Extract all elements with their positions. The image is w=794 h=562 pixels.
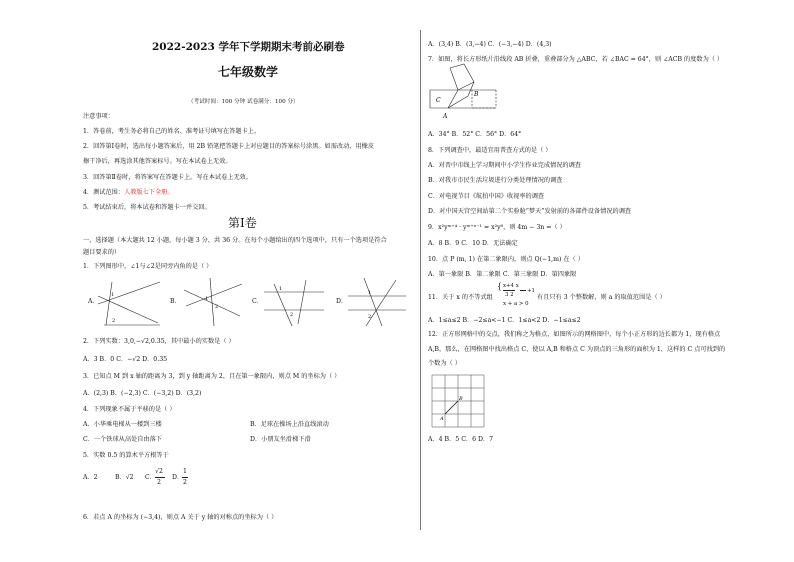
q5-option-b: B．√2 bbox=[115, 474, 134, 481]
q12-point-b: B bbox=[459, 396, 463, 402]
exam-meta: （考试时间：100 分钟 试卷满分：100 分） bbox=[188, 99, 299, 105]
q1-stem: 1．下列图形中，∠1与∠2是同旁内角的是（ ） bbox=[83, 263, 213, 270]
q5-d-denominator: 2 bbox=[183, 479, 187, 486]
q1-figure-d bbox=[346, 276, 410, 328]
q11-brace: { bbox=[497, 282, 503, 291]
q4-option-a: A．小华乘电梯从一楼到三楼 bbox=[83, 421, 162, 428]
q6-options: A．(3,4) B．(3,−4) C．(−3,−4) D．(4,3) bbox=[428, 41, 552, 48]
q12-grid-figure bbox=[430, 373, 486, 429]
q1-label-b: B． bbox=[170, 298, 181, 305]
q5-c-fraction-bar bbox=[155, 477, 165, 478]
q1d-angle-2: 2 bbox=[368, 314, 372, 320]
q4-stem: 4．下列现象不属于平移的是（ ） bbox=[83, 406, 176, 413]
q6-stem: 6．若点 A 的坐标为 (−3,4)，则点 A 关于 y 轴的对称点的坐标为（ ） bbox=[83, 514, 278, 521]
q12-point-a: A bbox=[440, 416, 444, 422]
note-4-prefix: 4．测试范围： bbox=[83, 189, 125, 196]
q9-stem: 9．x²yᵐ⁺⁴ · yᵐ⁺ⁿ⁻¹ = x²y⁶，则 4m − 3n =（ ） bbox=[428, 224, 566, 231]
q5-stem: 5．实数 0.5 的算术平方根等于 bbox=[83, 452, 169, 459]
note-3: 3．回答第Ⅱ卷时，将答案写在答题卡上。写在本试卷上无效。 bbox=[83, 174, 253, 181]
q1-figure-a bbox=[96, 276, 164, 328]
subject-title: 七年级数学 bbox=[218, 65, 279, 79]
notes-heading: 注意事项： bbox=[83, 113, 114, 120]
q1-figure-c bbox=[262, 276, 328, 328]
q2-options: A．3 B．0 C．−√2 D．0.35 bbox=[83, 356, 168, 363]
q8-option-d: D．对中国天宫空间站第二个实验舱“梦天”发射前的各部件设备情况的调查 bbox=[428, 208, 632, 215]
q10-options: A．第一象限 B．第二象限 C．第三象限 D．第四象限 bbox=[428, 271, 577, 278]
q9-options: A．8 B．9 C．10 D．无法确定 bbox=[428, 240, 518, 247]
q7-stem: 7．如图，将长方形纸片沿线段 AB 折叠，重叠部分为 △ABC，若 ∠BAC = 64°，则 ∠ACB 的度数为（ ） bbox=[428, 56, 724, 63]
q8-option-a: A．对晋中市线上学习期间中小学生作业完成情况的调查 bbox=[428, 162, 581, 169]
q4-option-d: D．小朋友坐滑梯下滑 bbox=[250, 436, 311, 443]
q1-label-a: A． bbox=[88, 298, 99, 305]
q10-stem: 10．点 P (m, 1) 在第二象限内，则点 Q(−1,m) 在（ ） bbox=[428, 256, 584, 263]
section-title: 第Ⅰ卷 bbox=[228, 216, 257, 230]
test-scope: 人教版七下全册。 bbox=[124, 189, 174, 196]
q1c-angle-2: 2 bbox=[290, 312, 294, 318]
note-2b: 擦干净后，再选涂其他答案标号。写在本试卷上无效。 bbox=[83, 158, 232, 165]
q5-option-c: C． bbox=[145, 474, 156, 481]
q5-c-numerator: √2 bbox=[155, 468, 163, 475]
q11-options: A．1≤a≤2 B．−2≤a<−1 C．1≤a<2 D．−1≤a≤2 bbox=[428, 317, 581, 324]
q7-options: A．34° B．52° C．56° D．64° bbox=[428, 131, 522, 138]
q12-line-3: 个数为（ ） bbox=[428, 360, 461, 367]
q11-stem-prefix: 11．关于 x 的不等式组 bbox=[428, 294, 493, 301]
q5-option-a: A．2 bbox=[83, 474, 98, 481]
q8-option-b: B．对我市市民生活垃圾进行分类处理情况的调查 bbox=[428, 177, 563, 184]
q1b-angle-2: 2 bbox=[215, 304, 219, 310]
q7-figure bbox=[428, 62, 500, 120]
q8-stem: 8．下列调查中，最适宜用普查方式的是（ ） bbox=[428, 147, 552, 154]
q11-ineq-1-tail: +1 bbox=[527, 288, 535, 294]
note-5: 5．考试结束后，将本试卷和答题卡一并交回。 bbox=[83, 204, 211, 211]
q1b-angle-1: 1 bbox=[205, 296, 209, 302]
q7-point-c: C bbox=[436, 97, 441, 104]
q12-line-1: 12．正方形网格中的交点，我们称之为格点，如图所示的网格图中，每个小正方形的边长都为 1，现有格点 bbox=[428, 331, 721, 338]
q11-ineq-1-bottom: 3 2 bbox=[505, 292, 514, 298]
section-instruction-2: 题目要求的） bbox=[83, 249, 121, 256]
q1-figure-b bbox=[180, 276, 246, 328]
q8-option-c: C．对电视节目《航拍中国》收视率的调查 bbox=[428, 193, 545, 200]
q1c-angle-1: 1 bbox=[279, 286, 283, 292]
q1a-angle-2: 2 bbox=[112, 318, 116, 324]
q4-option-c: C．一个铁球从高处自由落下 bbox=[83, 436, 162, 443]
q5-option-d: D． bbox=[172, 474, 184, 481]
q5-d-numerator: 1 bbox=[183, 468, 187, 475]
q5-d-fraction-bar bbox=[182, 477, 188, 478]
q7-point-b: B bbox=[474, 91, 479, 98]
q3-stem: 3．已知点 M 到 x 轴的距离为 3，到 y 轴距离为 2，且在第一象限内，则点 M 的坐标为（ ） bbox=[83, 373, 341, 380]
q3-options: A．(2,3) B．(−2,3) C．(−3,2) D．(3,2) bbox=[83, 390, 202, 397]
q11-ineq-1-top: x+4 x bbox=[503, 283, 519, 289]
note-4 bbox=[83, 189, 174, 197]
column-divider bbox=[420, 30, 421, 530]
q11-stem-suffix: 有且只有 3 个整数解，则 a 的取值范围是（ ） bbox=[537, 294, 666, 301]
note-1: 1．答卷前，考生务必将自己的姓名、准考证号填写在答题卡上。 bbox=[83, 128, 261, 135]
q1-label-c: C． bbox=[252, 298, 263, 305]
q1-label-d: D． bbox=[336, 298, 348, 305]
q11-ineq-2: x + a > 0 bbox=[503, 301, 529, 307]
q11-bar-2 bbox=[520, 290, 526, 291]
q12-line-2: A,B，那么，在网格图中找出格点 C，使以 A,B 和格点 C 为顶点的三角形的面积为 1，这样的 C 点可找到的 bbox=[428, 346, 726, 353]
q2-stem: 2．下列实数：3,0,−√2,0.35，其中最小的实数是（ ） bbox=[83, 338, 235, 345]
q4-option-b: B．足球在操场上沿直线滚动 bbox=[250, 421, 329, 428]
q1d-angle-1: 1 bbox=[368, 290, 372, 296]
note-2a: 2．回答第Ⅰ卷时，选出每小题答案后，用 2B 铅笔把答题卡上对应题目的答案标号涂黑。如需改动，用橡皮 bbox=[83, 143, 375, 150]
q1a-angle-1: 1 bbox=[111, 292, 115, 298]
q12-options: A．4 B．5 C．6 D．7 bbox=[428, 436, 494, 443]
q5-c-denominator: 2 bbox=[157, 479, 161, 486]
q7-point-a: A bbox=[443, 113, 448, 120]
exam-title: 2022-2023 学年下学期期末考前必刷卷 bbox=[152, 41, 345, 53]
section-instruction-1: 一、选择题（本大题共 12 小题，每小题 3 分，共 36 分。在每个小题给出的四个选项中，只有一个选项是符合 bbox=[83, 237, 387, 244]
